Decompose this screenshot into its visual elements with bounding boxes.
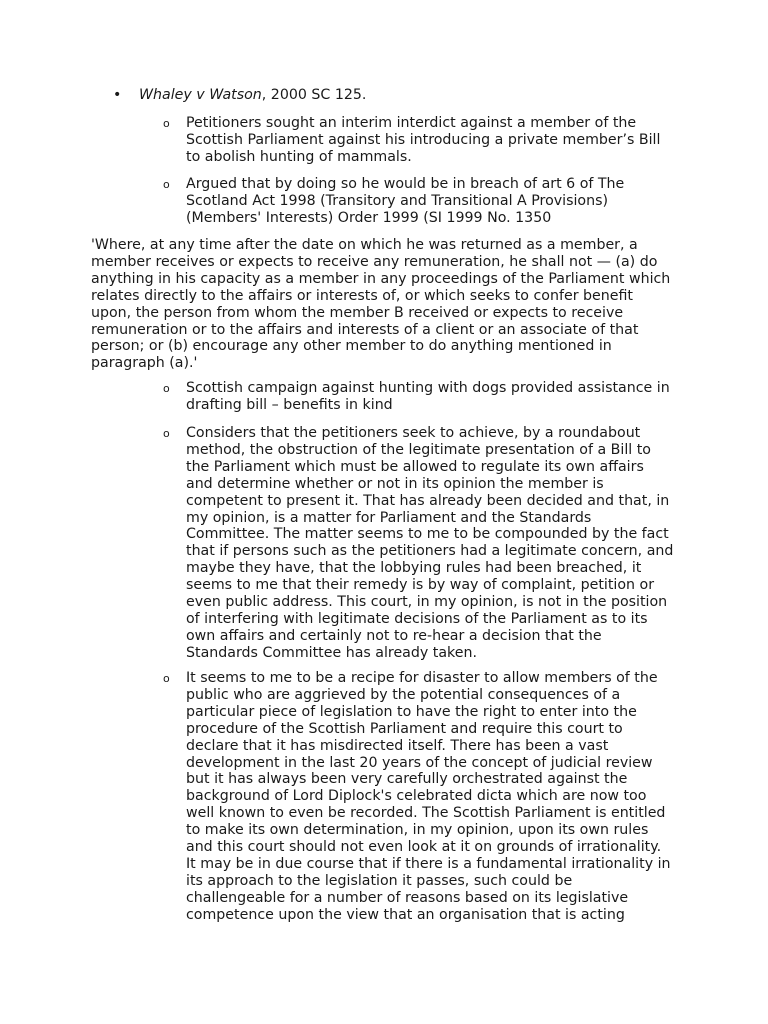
quoted-article: 'Where, at any time after the date on which he was returned as a member, a member receives or expects to receive any remuneration, he shall not — (a) do anything in his capacity as a member in any proceedings of the Parliament which relates directly to the affairs or interests of, or which seeks to confer benefit upon, the person from whom the member B received or expects to receive remuneration or to the affairs and interests of a client or an associate of that person; or (b) encourage any other member to do anything mentioned in paragraph (a).' <box>91 237 671 372</box>
sub-point-court-consideration <box>163 425 683 662</box>
case-citation-line <box>113 87 366 104</box>
circle-bullet-icon: o <box>163 427 170 440</box>
sub-point-campaign <box>163 380 683 414</box>
sub-point-text: Argued that by doing so he would be in breach of art 6 of The Scotland Act 1998 (Transitory and Transitional A Provisions) (Members' Interests) Order 1999 (SI 1999 No. 1350 <box>186 176 625 226</box>
sub-point-interdict <box>163 115 683 166</box>
sub-point-text: It seems to me to be a recipe for disaster to allow members of the public who are aggrieved by the potential consequences of a particular piece of legislation to have the right to enter into the procedure of the Scottish Parliament and require this court to declare that it has misdirected itself. There has been a vast development in the last 20 years of the concept of judicial review but it has always been very carefully orchestrated against the background of Lord Diplock's celebrated dicta which are now too well known to even be recorded. The Scottish Parliament is entitled to make its own determination, in my opinion, upon its own rules and this court should not even look at it on grounds of irrationality. It may be in due course that if there is a fundamental irrationality in its approach to the legislation it passes, such could be challengeable for a number of reasons based on its legislative competence upon the view that an organisation that is acting <box>186 670 671 923</box>
circle-bullet-icon: o <box>163 672 170 685</box>
circle-bullet-icon: o <box>163 382 170 395</box>
sub-point-breach-argument <box>163 176 683 227</box>
sub-point-text: Scottish campaign against hunting with dogs provided assistance in drafting bill – benefits in kind <box>186 380 670 413</box>
case-citation: , 2000 SC 125. <box>261 87 367 103</box>
sub-point-text: Petitioners sought an interim interdict against a member of the Scottish Parliament against his introducing a private member’s Bill to abolish hunting of mammals. <box>186 115 661 165</box>
sub-point-text: Considers that the petitioners seek to achieve, by a roundabout method, the obstruction of the legitimate presentation of a Bill to the Parliament which must be allowed to regulate its own affairs and determine whether or not in its opinion the member is competent to present it. That has already been decided and that, in my opinion, is a matter for Parliament and the Standards Committee. The matter seems to me to be compounded by the fact that if persons such as the petitioners had a legitimate concern, and maybe they have, that the lobbying rules had been breached, it seems to me that their remedy is by way of complaint, petition or even public address. This court, in my opinion, is not in the position of interfering with legitimate decisions of the Parliament as to its own affairs and certainly not to re-hear a decision that the Standards Committee has already taken. <box>186 425 674 661</box>
bullet-disc-icon: • <box>113 87 122 103</box>
circle-bullet-icon: o <box>163 178 170 191</box>
case-title: Whaley v Watson <box>139 87 262 103</box>
circle-bullet-icon: o <box>163 117 170 130</box>
sub-point-recipe-for-disaster <box>163 670 683 924</box>
